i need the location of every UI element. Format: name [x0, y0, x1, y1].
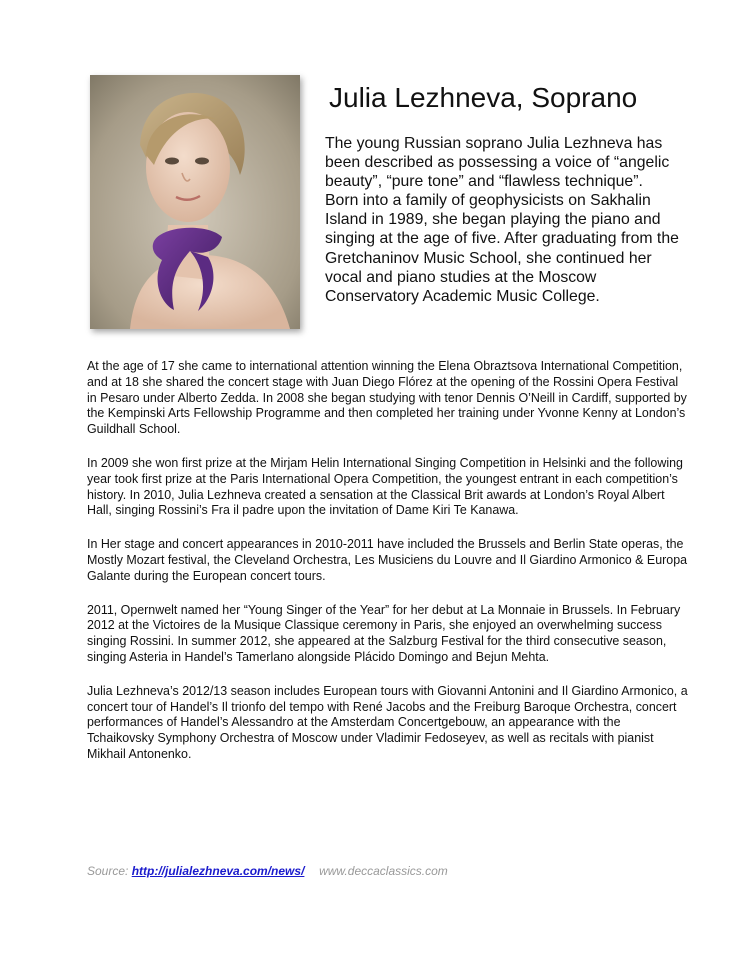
bio-paragraph: At the age of 17 she came to international attention winning the Elena Obraztsova International Competition, and at 18 she shared the concert stage with Juan Diego Flórez at the opening of the Rossini Opera Festival in Pesaro under Alberto Zedda. In 2008 she began studying with tenor Dennis O’Neill in Cardiff, supported by the Kempinski Arts Fellowship Programme and then completed her training under Yvonne Kenny at London’s Guildhall School.: [87, 359, 687, 437]
portrait-illustration: [90, 75, 300, 329]
portrait-photo: [90, 75, 300, 329]
biography-body: [87, 359, 689, 781]
bio-paragraph: In Her stage and concert appearances in 2010-2011 have included the Brussels and Berlin State operas, the Mostly Mozart festival, the Cleveland Orchestra, Les Musiciens du Louvre and Il Giardino Armonico & Europa Galante during the European concert tours.: [87, 537, 688, 583]
source-extra: www.deccaclassics.com: [319, 864, 448, 878]
source-label: Source:: [87, 864, 129, 878]
page-title: Julia Lezhneva, Soprano: [329, 82, 638, 113]
bio-paragraph: Julia Lezhneva’s 2012/13 season includes European tours with Giovanni Antonini and Il Giardino Armonico, a concert tour of Handel’s Il trionfo del tempo with René Jacobs and the Freiburg Baroque Orchestra, concert performances of Handel’s Alessandro at the Amsterdam Concertgebouw, an appearance with the Tchaikovsky Symphony Orchestra of Moscow under Vladimir Fedoseyev, as well as recitals with pianist Mikhail Antonenko.: [87, 683, 688, 761]
bio-paragraph: 2011, Opernwelt named her “Young Singer of the Year” for her debut at La Monnaie in Brussels. In February 2012 at the Victoires de la Musique Classique ceremony in Paris, she enjoyed an overwhelming success singing Rossini. In summer 2012, she appeared at the Salzburg Festival for the third consecutive season, singing Asteria in Handel’s Tamerlano alongside Plácido Domingo and Bejun Mehta.: [87, 602, 681, 664]
intro-paragraph: The young Russian soprano Julia Lezhneva has been described as possessing a voice of “angelic beauty”, “pure tone” and “flawless technique”. Born into a family of geophysicists on Sakhalin Island in 1989, she began playing the piano and singing at the age of five. After graduating from the Gretchaninov Music School, she continued her vocal and piano studies at the Moscow Conservatory Academic Music College.: [325, 135, 679, 305]
source-citation: [87, 864, 448, 878]
source-link[interactable]: http://julialezhneva.com/news/: [131, 864, 305, 878]
bio-paragraph: In 2009 she won first prize at the Mirjam Helin International Singing Competition in Helsinki and the following year took first prize at the Paris International Opera Competition, the youngest entrant in each competition’s history. In 2010, Julia Lezhneva created a sensation at the Classical Brit awards at London’s Royal Albert Hall, singing Rossini’s Fra il padre upon the invitation of Dame Kiri Te Kanawa.: [87, 455, 683, 518]
